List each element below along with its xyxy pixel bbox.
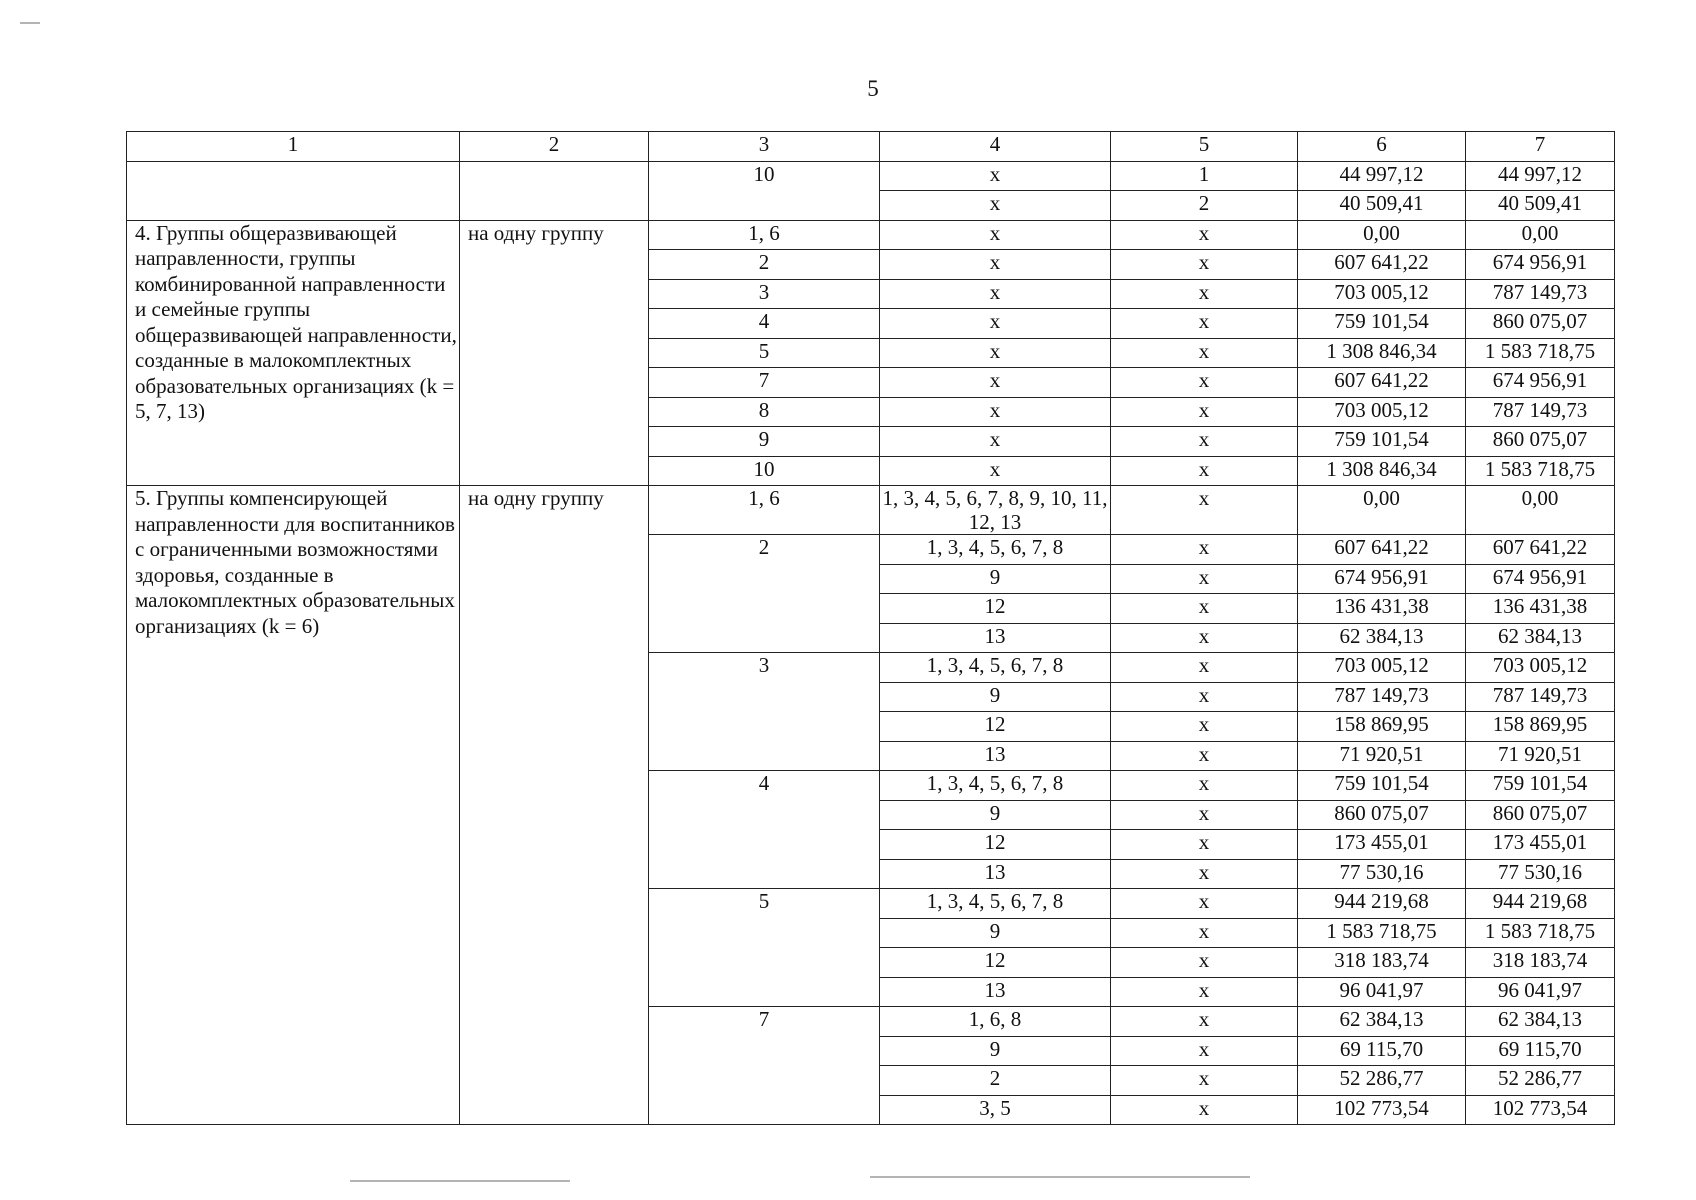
- tariff-table: [126, 131, 1615, 1125]
- col4-cell: 1, 3, 4, 5, 6, 7, 8: [880, 653, 1111, 683]
- unit-cell-empty: [460, 161, 649, 220]
- col6-cell: 96 041,97: [1298, 977, 1466, 1007]
- col5-cell: x: [1111, 653, 1298, 683]
- col4-cell: 1, 3, 4, 5, 6, 7, 8, 9, 10, 11, 12, 13: [880, 486, 1111, 535]
- col6-cell: 136 431,38: [1298, 594, 1466, 624]
- col6-cell: 71 920,51: [1298, 741, 1466, 771]
- col6-cell: 607 641,22: [1298, 368, 1466, 398]
- col4-cell: 1, 3, 4, 5, 6, 7, 8: [880, 771, 1111, 801]
- col4-cell: 13: [880, 623, 1111, 653]
- col7-cell: 102 773,54: [1466, 1095, 1615, 1125]
- col6-cell: 318 183,74: [1298, 948, 1466, 978]
- col3-cell: 9: [649, 427, 880, 457]
- col5-cell: x: [1111, 889, 1298, 919]
- col5-cell: x: [1111, 771, 1298, 801]
- table-row: [127, 486, 1615, 535]
- col3-cell: 8: [649, 397, 880, 427]
- col7-cell: 787 149,73: [1466, 397, 1615, 427]
- unit-cell: на одну группу: [460, 220, 649, 486]
- col7-cell: 69 115,70: [1466, 1036, 1615, 1066]
- col6-cell: 62 384,13: [1298, 1007, 1466, 1037]
- col7-cell: 1 583 718,75: [1466, 456, 1615, 486]
- col4-cell: x: [880, 191, 1111, 221]
- section-description: 4. Группы общеразвивающей направленности, группы комбинированной направленности и семейные группы общеразвивающей направленности, созданные в малокомплектных образовательных организациях (k = 5, 7, 13): [127, 220, 460, 486]
- col5-cell: 2: [1111, 191, 1298, 221]
- col7-cell: 1 583 718,75: [1466, 918, 1615, 948]
- col4-cell: x: [880, 220, 1111, 250]
- col7-cell: 787 149,73: [1466, 279, 1615, 309]
- col7-cell: 77 530,16: [1466, 859, 1615, 889]
- col7-cell: 674 956,91: [1466, 368, 1615, 398]
- col5-cell: x: [1111, 368, 1298, 398]
- col3-cell: 10: [649, 456, 880, 486]
- col4-cell: 9: [880, 1036, 1111, 1066]
- col7-cell: 674 956,91: [1466, 250, 1615, 280]
- col5-cell: x: [1111, 918, 1298, 948]
- col6-cell: 0,00: [1298, 486, 1466, 535]
- col4-cell: 12: [880, 712, 1111, 742]
- header-row: [127, 132, 1615, 162]
- col6-cell: 102 773,54: [1298, 1095, 1466, 1125]
- col5-cell: 1: [1111, 161, 1298, 191]
- col6-cell: 607 641,22: [1298, 250, 1466, 280]
- col3-cell: 4: [649, 771, 880, 889]
- col3-cell: 10: [649, 161, 880, 220]
- col5-cell: x: [1111, 594, 1298, 624]
- col6-cell: 40 509,41: [1298, 191, 1466, 221]
- col6-cell: 860 075,07: [1298, 800, 1466, 830]
- col5-cell: x: [1111, 486, 1298, 535]
- col7-cell: 44 997,12: [1466, 161, 1615, 191]
- col6-cell: 759 101,54: [1298, 427, 1466, 457]
- col3-cell: 7: [649, 1007, 880, 1125]
- scan-artifact: [870, 1176, 1250, 1178]
- col6-cell: 703 005,12: [1298, 397, 1466, 427]
- col5-cell: x: [1111, 535, 1298, 565]
- col5-cell: x: [1111, 682, 1298, 712]
- header-cell-2: 2: [460, 132, 649, 162]
- col5-cell: x: [1111, 250, 1298, 280]
- col3-cell: 1, 6: [649, 486, 880, 535]
- col7-cell: 71 920,51: [1466, 741, 1615, 771]
- col6-cell: 607 641,22: [1298, 535, 1466, 565]
- col4-cell: 3, 5: [880, 1095, 1111, 1125]
- col4-cell: 1, 6, 8: [880, 1007, 1111, 1037]
- col4-cell: x: [880, 368, 1111, 398]
- col7-cell: 96 041,97: [1466, 977, 1615, 1007]
- header-cell-7: 7: [1466, 132, 1615, 162]
- col3-cell: 5: [649, 889, 880, 1007]
- col5-cell: x: [1111, 741, 1298, 771]
- section-description-empty: [127, 161, 460, 220]
- header-cell-6: 6: [1298, 132, 1466, 162]
- col6-cell: 703 005,12: [1298, 279, 1466, 309]
- col7-cell: 703 005,12: [1466, 653, 1615, 683]
- col4-cell: 9: [880, 564, 1111, 594]
- col5-cell: x: [1111, 397, 1298, 427]
- col3-cell: 3: [649, 653, 880, 771]
- col5-cell: x: [1111, 977, 1298, 1007]
- header-cell-3: 3: [649, 132, 880, 162]
- col7-cell: 40 509,41: [1466, 191, 1615, 221]
- col7-cell: 158 869,95: [1466, 712, 1615, 742]
- col6-cell: 44 997,12: [1298, 161, 1466, 191]
- col6-cell: 1 308 846,34: [1298, 456, 1466, 486]
- col4-cell: 9: [880, 918, 1111, 948]
- col3-cell: 4: [649, 309, 880, 339]
- col5-cell: x: [1111, 564, 1298, 594]
- header-cell-5: 5: [1111, 132, 1298, 162]
- col3-cell: 1, 6: [649, 220, 880, 250]
- col7-cell: 860 075,07: [1466, 427, 1615, 457]
- col6-cell: 1 308 846,34: [1298, 338, 1466, 368]
- col4-cell: 1, 3, 4, 5, 6, 7, 8: [880, 889, 1111, 919]
- col4-cell: 9: [880, 682, 1111, 712]
- col5-cell: x: [1111, 830, 1298, 860]
- col7-cell: 173 455,01: [1466, 830, 1615, 860]
- col3-cell: 5: [649, 338, 880, 368]
- col5-cell: x: [1111, 623, 1298, 653]
- col4-cell: 2: [880, 1066, 1111, 1096]
- col7-cell: 1 583 718,75: [1466, 338, 1615, 368]
- col4-cell: 12: [880, 594, 1111, 624]
- col7-cell: 759 101,54: [1466, 771, 1615, 801]
- col6-cell: 703 005,12: [1298, 653, 1466, 683]
- col7-cell: 674 956,91: [1466, 564, 1615, 594]
- scan-artifact: [20, 22, 40, 24]
- unit-cell: на одну группу: [460, 486, 649, 1125]
- col5-cell: x: [1111, 948, 1298, 978]
- col4-cell: 13: [880, 859, 1111, 889]
- col5-cell: x: [1111, 800, 1298, 830]
- col5-cell: x: [1111, 427, 1298, 457]
- col5-cell: x: [1111, 220, 1298, 250]
- col5-cell: x: [1111, 456, 1298, 486]
- col7-cell: 62 384,13: [1466, 1007, 1615, 1037]
- col7-cell: 52 286,77: [1466, 1066, 1615, 1096]
- col4-cell: x: [880, 456, 1111, 486]
- col5-cell: x: [1111, 1095, 1298, 1125]
- col6-cell: 759 101,54: [1298, 309, 1466, 339]
- col4-cell: x: [880, 427, 1111, 457]
- col4-cell: 12: [880, 948, 1111, 978]
- col6-cell: 52 286,77: [1298, 1066, 1466, 1096]
- col4-cell: x: [880, 161, 1111, 191]
- col7-cell: 318 183,74: [1466, 948, 1615, 978]
- col3-cell: 7: [649, 368, 880, 398]
- col7-cell: 0,00: [1466, 220, 1615, 250]
- col4-cell: 12: [880, 830, 1111, 860]
- section-description: 5. Группы компенсирующей направленности для воспитанников с ограниченными возможностями здоровья, созданные в малокомплектных образовательных организациях (k = 6): [127, 486, 460, 1125]
- col4-cell: x: [880, 338, 1111, 368]
- col7-cell: 136 431,38: [1466, 594, 1615, 624]
- scan-artifact: [350, 1180, 570, 1182]
- col6-cell: 1 583 718,75: [1298, 918, 1466, 948]
- col6-cell: 674 956,91: [1298, 564, 1466, 594]
- col6-cell: 759 101,54: [1298, 771, 1466, 801]
- col3-cell: 3: [649, 279, 880, 309]
- col3-cell: 2: [649, 250, 880, 280]
- col5-cell: x: [1111, 1007, 1298, 1037]
- table-row: [127, 161, 1615, 191]
- col3-cell: 2: [649, 535, 880, 653]
- table-row: [127, 220, 1615, 250]
- col5-cell: x: [1111, 309, 1298, 339]
- col5-cell: x: [1111, 1036, 1298, 1066]
- col6-cell: 787 149,73: [1298, 682, 1466, 712]
- col7-cell: 860 075,07: [1466, 309, 1615, 339]
- col4-cell: x: [880, 250, 1111, 280]
- col5-cell: x: [1111, 859, 1298, 889]
- col6-cell: 158 869,95: [1298, 712, 1466, 742]
- col6-cell: 69 115,70: [1298, 1036, 1466, 1066]
- col4-cell: 13: [880, 977, 1111, 1007]
- col7-cell: 787 149,73: [1466, 682, 1615, 712]
- col6-cell: 173 455,01: [1298, 830, 1466, 860]
- header-cell-1: 1: [127, 132, 460, 162]
- col6-cell: 62 384,13: [1298, 623, 1466, 653]
- col4-cell: 1, 3, 4, 5, 6, 7, 8: [880, 535, 1111, 565]
- col5-cell: x: [1111, 1066, 1298, 1096]
- col7-cell: 62 384,13: [1466, 623, 1615, 653]
- col4-cell: x: [880, 279, 1111, 309]
- col5-cell: x: [1111, 712, 1298, 742]
- col4-cell: x: [880, 397, 1111, 427]
- col6-cell: 0,00: [1298, 220, 1466, 250]
- col7-cell: 944 219,68: [1466, 889, 1615, 919]
- col5-cell: x: [1111, 279, 1298, 309]
- header-cell-4: 4: [880, 132, 1111, 162]
- col7-cell: 860 075,07: [1466, 800, 1615, 830]
- col4-cell: 13: [880, 741, 1111, 771]
- page-number: 5: [867, 76, 879, 101]
- col7-cell: 0,00: [1466, 486, 1615, 535]
- col4-cell: 9: [880, 800, 1111, 830]
- col7-cell: 607 641,22: [1466, 535, 1615, 565]
- col6-cell: 77 530,16: [1298, 859, 1466, 889]
- col6-cell: 944 219,68: [1298, 889, 1466, 919]
- col4-cell: x: [880, 309, 1111, 339]
- col5-cell: x: [1111, 338, 1298, 368]
